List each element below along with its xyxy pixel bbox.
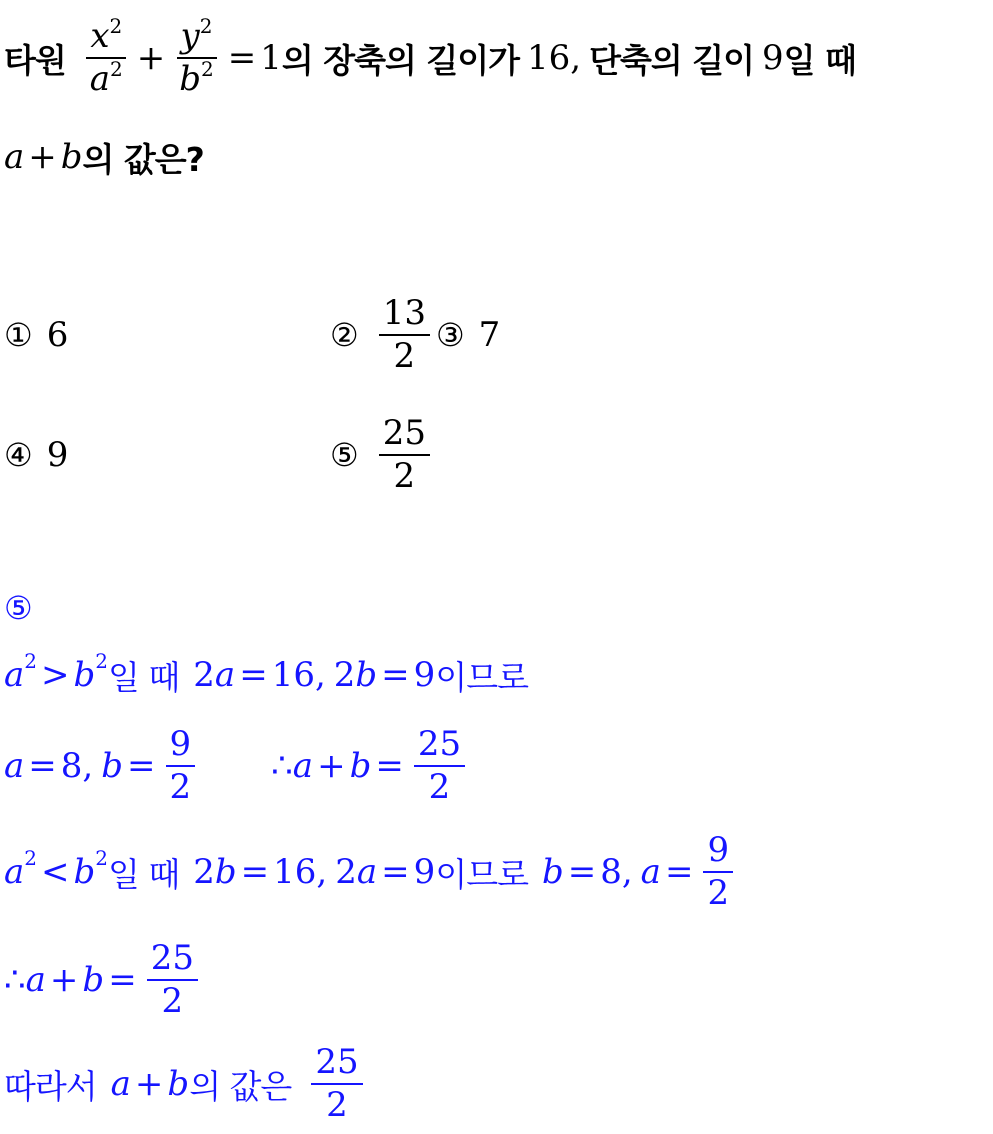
fraction-x2-a2: $\frac{x^2}{a^2}$ (86, 18, 127, 99)
choice-2-fraction: $\frac{13}{2}$ (379, 295, 430, 376)
choice-5-fraction: $\frac{25}{2}$ (379, 415, 430, 496)
choice-3-value: 7 (478, 315, 501, 355)
answer-l2-frac-2: $\frac{25}{2}$ (414, 726, 465, 807)
choice-1[interactable]: ① 6 (4, 315, 69, 355)
fraction-y2-b2: $\frac{y^2}{b^2}$ (175, 18, 218, 99)
answer-l4-frac: $\frac{25}{2}$ (147, 940, 198, 1021)
question-line-2: a + b 의 값은? (4, 137, 204, 179)
answer-line-3: a 2 < b 2 일 때 2 b = 16, 2 a = 9 이므로 b = 8, a = $\frac{9}{2}$ (4, 822, 739, 922)
choice-5[interactable]: ⑤ $\frac{25}{2}$ (330, 405, 436, 505)
answer-l2-frac-1: $\frac{9}{2}$ (166, 726, 196, 807)
answer-line-4: ∴ a + b = $\frac{25}{2}$ (4, 930, 204, 1030)
choice-3-marker[interactable]: ③ (435, 316, 465, 354)
answer-line-5: 따라서 a + b 의 값은 $\frac{25}{2}$ (4, 1034, 369, 1134)
answer-line-1: a 2 > b 2 일 때 2 a = 16, 2 b = 9 이므로 (4, 649, 528, 697)
answer-line-2: a = 8, b = $\frac{9}{2}$ ∴ a + b = $\frac{25}{2}$ (4, 716, 471, 816)
choice-2[interactable]: ② $\frac{13}{2}$ ③ 7 (330, 292, 501, 376)
question-line-1: 타원 $\frac{x^2}{a^2}$ + $\frac{y^2}{b^2}$ = 1 의 장축의 길이가 16, 단축의 길이 9 일 때 (4, 13, 856, 99)
answer-l3-frac: $\frac{9}{2}$ (703, 832, 733, 913)
answer-marker: ⑤ (4, 589, 33, 627)
question-prefix: 타원 (4, 40, 66, 80)
choice-4[interactable]: ④ 9 (4, 435, 69, 475)
answer-l5-frac: $\frac{25}{2}$ (311, 1044, 362, 1125)
